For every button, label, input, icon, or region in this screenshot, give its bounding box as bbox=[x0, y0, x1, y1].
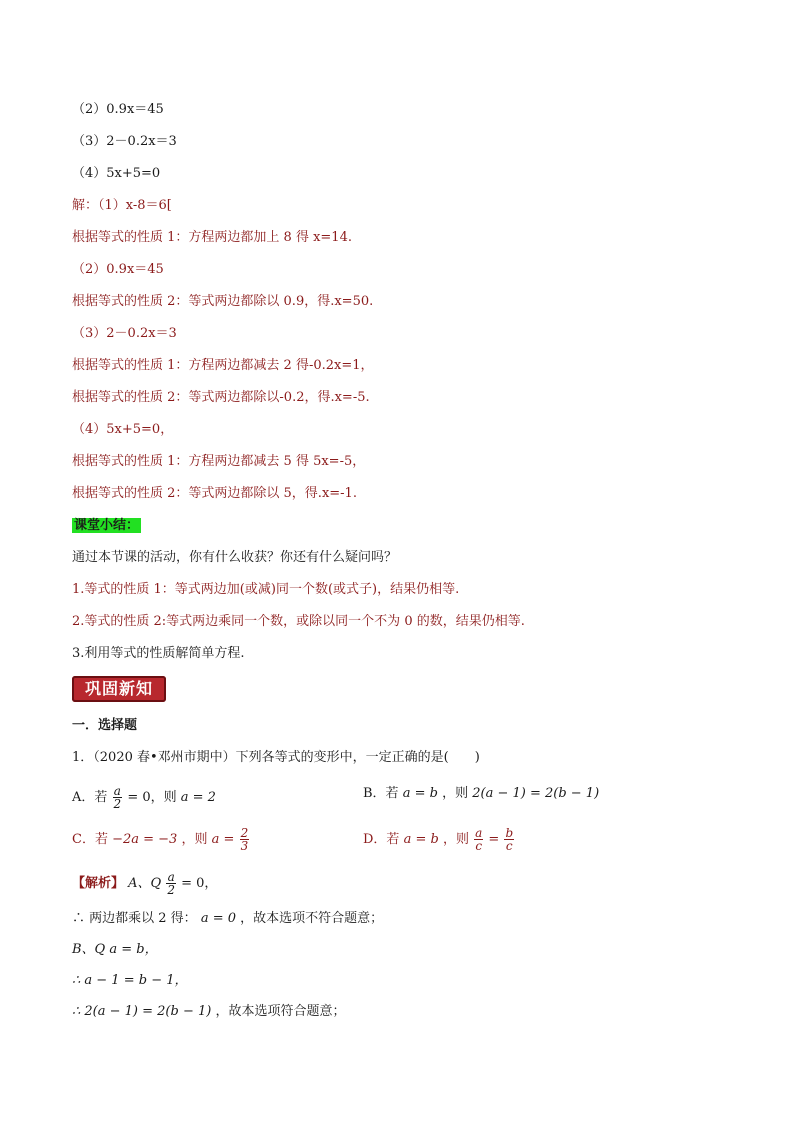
option-a-mid: = 0，则 bbox=[127, 790, 177, 805]
option-c-condition: −2a = −3 bbox=[112, 832, 178, 847]
solution-problem-2: （2）0.9x＝45 bbox=[72, 262, 164, 277]
summary-question: 通过本节课的活动，你有什么收获？你还有什么疑问吗？ bbox=[72, 550, 398, 565]
section-banner: 巩固新知 bbox=[72, 676, 166, 702]
option-c-denominator: 3 bbox=[240, 839, 249, 853]
analysis-line-1 bbox=[72, 871, 217, 896]
option-a-prefix: A．若 bbox=[72, 790, 108, 805]
option-c-numerator: 2 bbox=[240, 826, 249, 840]
solution-intro: 解：（1）x-8＝6[ bbox=[72, 198, 172, 213]
option-d-numerator-right: b bbox=[505, 826, 514, 840]
summary-heading bbox=[72, 517, 141, 535]
solution-step-4a: 根据等式的性质 1：方程两边都减去 5 得 5x=-5， bbox=[72, 454, 366, 469]
section-title: 一．选择题 bbox=[72, 718, 138, 733]
analysis-line-2-math: a = 0 bbox=[200, 911, 236, 926]
analysis-line-1-a: A、Q bbox=[128, 876, 162, 891]
analysis-line-3: B、Q a = b， bbox=[72, 942, 158, 957]
analysis-line-5 bbox=[72, 1003, 345, 1021]
option-d-fraction-left bbox=[474, 827, 483, 852]
option-b-mid: ，则 bbox=[442, 786, 469, 801]
option-b-condition: a = b bbox=[402, 786, 438, 801]
option-d-denominator-right: c bbox=[505, 839, 513, 853]
problem-4: （4）5x+5=0 bbox=[72, 166, 161, 181]
option-d bbox=[363, 827, 515, 852]
option-d-equals: = bbox=[488, 832, 500, 847]
option-c-fraction bbox=[240, 827, 250, 852]
solution-problem-4: （4）5x+5=0， bbox=[72, 422, 174, 437]
option-d-denominator-left: c bbox=[475, 839, 483, 853]
analysis-line-1-b: = 0， bbox=[181, 876, 218, 891]
option-b-prefix: B．若 bbox=[363, 786, 399, 801]
analysis-label: 【解析】 bbox=[72, 876, 125, 891]
solution-step-2: 根据等式的性质 2：等式两边都除以 0.9，得.x=50. bbox=[72, 294, 374, 309]
option-b-result: 2(a − 1) = 2(b − 1) bbox=[472, 786, 600, 801]
summary-label: 课堂小结： bbox=[74, 518, 140, 533]
problem-3: （3）2－0.2x＝3 bbox=[72, 134, 177, 149]
analysis-line-4: ∴ a − 1 = b − 1， bbox=[72, 973, 188, 988]
analysis-line-2-a: ∴ 两边都乘以 2 得： bbox=[72, 911, 197, 926]
problem-2: （2）0.9x＝45 bbox=[72, 102, 164, 117]
option-d-condition: a = b bbox=[403, 832, 439, 847]
option-b bbox=[363, 785, 599, 803]
analysis-fraction-denominator: 2 bbox=[167, 883, 175, 897]
solution-step-3a: 根据等式的性质 1：方程两边都减去 2 得-0.2x=1， bbox=[72, 358, 374, 373]
option-c bbox=[72, 827, 250, 852]
option-a-denominator: 2 bbox=[113, 797, 122, 811]
solution-problem-3: （3）2－0.2x＝3 bbox=[72, 326, 177, 341]
option-d-numerator-left: a bbox=[475, 826, 483, 840]
option-c-prefix: C．若 bbox=[72, 832, 108, 847]
solution-step-1: 根据等式的性质 1：方程两边都加上 8 得 x=14. bbox=[72, 230, 352, 245]
analysis-line-2-b: ，故本选项不符合题意； bbox=[240, 911, 384, 926]
question-1-stem: 1．（2020 春•邓州市期中）下列各等式的变形中，一定正确的是( ) bbox=[72, 750, 480, 765]
analysis-line-5-b: ，故本选项符合题意； bbox=[215, 1004, 346, 1019]
option-c-mid: ，则 bbox=[181, 832, 208, 847]
summary-item-3: 3.利用等式的性质解简单方程. bbox=[72, 646, 245, 661]
solution-step-4b: 根据等式的性质 2：等式两边都除以 5，得.x=-1. bbox=[72, 486, 357, 501]
analysis-fraction bbox=[166, 871, 176, 896]
summary-item-1: 1.等式的性质 1：等式两边加(或减)同一个数(或式子)，结果仍相等. bbox=[72, 582, 460, 597]
solution-step-3b: 根据等式的性质 2：等式两边都除以-0.2，得.x=-5. bbox=[72, 390, 370, 405]
option-a-numerator: a bbox=[113, 784, 121, 798]
analysis-line-5-math: ∴ 2(a − 1) = 2(b − 1) bbox=[72, 1004, 212, 1019]
option-d-mid: ，则 bbox=[442, 832, 469, 847]
option-c-lhs: a = bbox=[211, 832, 235, 847]
option-a-result: a = 2 bbox=[180, 790, 216, 805]
analysis-line-2 bbox=[72, 910, 383, 928]
summary-item-2: 2.等式的性质 2:等式两边乘同一个数，或除以同一个不为 0 的数，结果仍相等. bbox=[72, 614, 525, 629]
option-d-fraction-right bbox=[504, 827, 514, 852]
option-a-fraction bbox=[113, 785, 123, 810]
analysis-fraction-numerator: a bbox=[167, 870, 175, 884]
option-a bbox=[72, 785, 216, 810]
option-d-prefix: D．若 bbox=[363, 832, 400, 847]
